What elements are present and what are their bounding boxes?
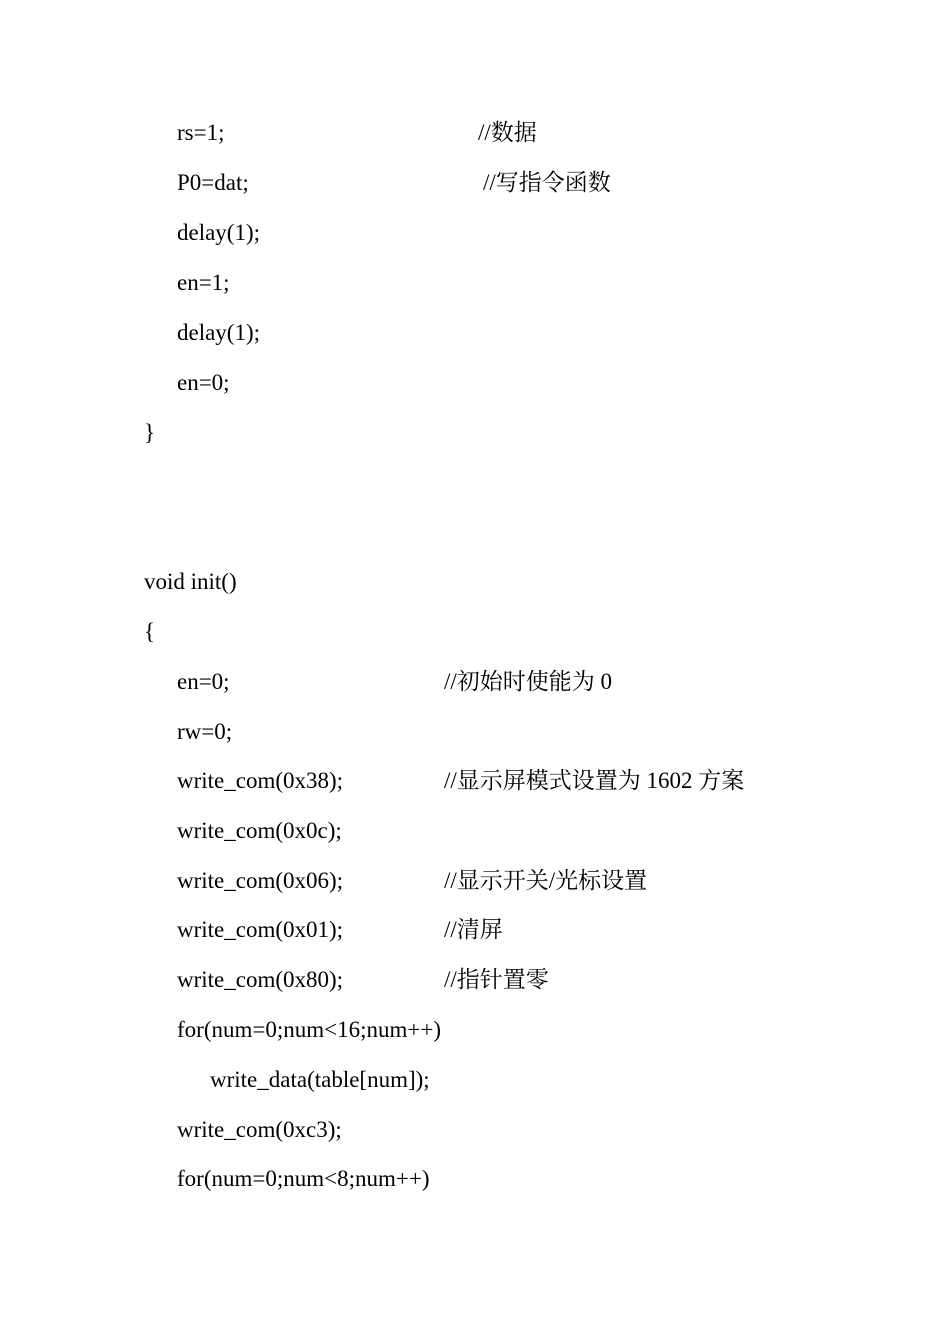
code-comment: //写指令函数	[483, 170, 611, 195]
code-text: write_com(0x80);	[177, 967, 344, 992]
code-text: rw=0;	[177, 719, 233, 744]
code-comment: //显示屏模式设置为 1602 方案	[444, 768, 745, 793]
code-text: void init()	[144, 569, 237, 594]
code-text: write_com(0xc3);	[177, 1117, 342, 1142]
code-comment: //初始时使能为 0	[444, 669, 613, 694]
code-comment: //清屏	[444, 917, 503, 942]
code-comment: //数据	[478, 120, 537, 145]
code-text: P0=dat;	[177, 170, 249, 195]
code-text: write_com(0x38);	[177, 768, 344, 793]
code-text: delay(1);	[177, 320, 261, 345]
code-comment: //指针置零	[444, 967, 549, 992]
code-comment: //显示开关/光标设置	[444, 868, 648, 893]
code-text: for(num=0;num<8;num++)	[177, 1166, 430, 1191]
code-text: write_data(table[num]);	[210, 1067, 430, 1092]
code-text: rs=1;	[177, 120, 225, 145]
code-text: write_com(0x01);	[177, 917, 344, 942]
code-text: write_com(0x06);	[177, 868, 344, 893]
code-text: en=0;	[177, 669, 230, 694]
code-text: {	[144, 619, 156, 644]
code-text: }	[144, 420, 156, 445]
code-text: en=1;	[177, 270, 230, 295]
code-text: for(num=0;num<16;num++)	[177, 1017, 441, 1042]
code-text: delay(1);	[177, 220, 261, 245]
code-text: en=0;	[177, 370, 230, 395]
code-text: write_com(0x0c);	[177, 818, 342, 843]
